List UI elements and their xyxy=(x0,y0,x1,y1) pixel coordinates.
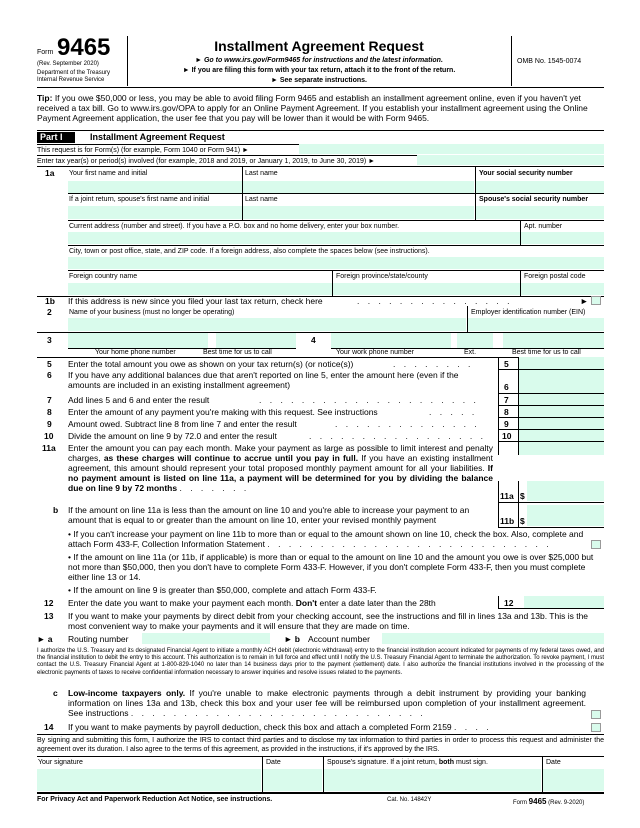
spouse-ssn-input[interactable] xyxy=(476,206,604,219)
work-phone-label: Your work phone number xyxy=(336,349,414,356)
business-name-label: Name of your business (must no longer be operating) xyxy=(69,309,235,316)
spouse-last-name-label: Last name xyxy=(245,196,278,203)
line-10-box: 10 xyxy=(502,431,512,441)
line-6-box: 6 xyxy=(504,382,509,392)
bullet-2: If the amount on line 11a (or 11b, if applicable) is more than or equal to the amount on line 10 and the amount you owe is over $25,000 but not more than $50,000, then you don't have to complete Form 433-F. However, if you don't complete Form 433-F, then you must complete either line 13 or 14. xyxy=(68,552,594,582)
foreign-province-input[interactable] xyxy=(333,283,520,295)
line-1b-text: If this address is new since you filed your last tax return, check here xyxy=(68,296,323,306)
line-5-text: Enter the total amount you owe as shown on your tax return(s) (or notice(s)) xyxy=(68,359,354,369)
tax-years-input[interactable] xyxy=(417,155,604,165)
line-14-text: If you want to make payments by payroll deduction, check this box and attach a completed Form 2159 xyxy=(68,722,452,732)
line-1a-num: 1a xyxy=(45,168,55,178)
line-9-text: Amount owed. Subtract line 8 from line 7 and enter the result xyxy=(68,419,297,429)
account-label: Account number xyxy=(308,634,370,644)
work-ext-input[interactable] xyxy=(457,333,493,348)
ein-label: Employer identification number (EIN) xyxy=(471,309,586,316)
attach-line: If you are filing this form with your tax return, attach it to the front of the return. xyxy=(191,67,456,74)
line-6-input[interactable] xyxy=(519,380,604,393)
date-field[interactable] xyxy=(263,769,322,791)
city-label: City, town or post office, state, and ZIP code. If a foreign address, also complete the spaces below (see instructions). xyxy=(69,248,430,255)
spouse-signature-label: Spouse's signature. If a joint return, xyxy=(327,759,437,766)
line-12-input[interactable] xyxy=(524,596,604,608)
low-income-checkbox[interactable] xyxy=(591,710,601,719)
form-label: Form xyxy=(37,49,54,56)
line-c-text: If you're unable to make electronic payments through a debit instrument by providing your banking information on lines 13a and 13b, check this box and your user fee will be reimbursed upon completion of your installment agreement. See instructions xyxy=(68,688,586,718)
home-phone-label: Your home phone number xyxy=(95,349,176,356)
footer-form-number: 9465 xyxy=(528,797,547,806)
line-11a-box: 11a xyxy=(500,491,514,501)
account-input[interactable] xyxy=(382,633,604,644)
omb-number: OMB No. 1545-0074 xyxy=(517,58,582,65)
line-4-num: 4 xyxy=(311,335,316,345)
line-12-bold: Don't xyxy=(295,598,318,608)
line-7-text: Add lines 5 and 6 and enter the result xyxy=(68,395,210,405)
line-7-box: 7 xyxy=(504,395,509,405)
work-best-time-input[interactable] xyxy=(503,333,604,348)
line-13-text: If you want to make your payments by direct debit from your checking account, see the instructions and fill in lines 13a and 13b. This is the most convenient way to make your payments and it will ensure that they are made on time. xyxy=(68,611,589,631)
date-label: Date xyxy=(266,759,281,766)
line-1b-num: 1b xyxy=(45,296,55,306)
request-label: This request is for Form(s) (for example, Form 1040 or Form 941) xyxy=(37,147,241,154)
address-label: Current address (number and street). If you have a P.O. box and no home delivery, enter your box number. xyxy=(69,223,400,230)
line-10-input[interactable] xyxy=(519,430,604,440)
line-6-num: 6 xyxy=(47,370,52,380)
line-11a-dollar: $ xyxy=(520,491,525,501)
foreign-country-input[interactable] xyxy=(68,283,332,295)
line-11a-text2: If you have an existing installment agreement, this amount should represent your total proposed monthly payment amount for all your liabilities. xyxy=(68,453,493,473)
tip-text: If you owe $50,000 or less, you may be able to avoid filing Form 9465 and establish an installment agreement online, even if you haven't yet received a tax bill. Go to www.irs.gov/OPA to apply for an Online Payment Agreement. If you establish your installment agreement using the Online Payment Agreement application, the user fee that you pay will be lower than it would be with Form 9465. xyxy=(37,93,588,123)
first-name-input[interactable] xyxy=(68,181,242,193)
work-phone-input[interactable] xyxy=(331,333,451,348)
footer-rev: (Rev. 9-2020) xyxy=(548,800,585,806)
spouse-ssn-label: Spouse's social security number xyxy=(479,196,589,203)
line-11b-dollar: $ xyxy=(520,516,525,526)
line-8-input[interactable] xyxy=(519,406,604,416)
foreign-country-label: Foreign country name xyxy=(69,273,138,280)
line-9-box: 9 xyxy=(504,419,509,429)
department: Department of the Treasury xyxy=(37,70,111,76)
ssn-label: Your social security number xyxy=(479,170,573,177)
line-5-box: 5 xyxy=(504,359,509,369)
line-2-num: 2 xyxy=(47,307,52,317)
your-signature-field[interactable] xyxy=(37,769,261,791)
instructions-line: Go to www.irs.gov/Form9465 for instructions and the latest information. xyxy=(203,57,443,64)
line-12-num: 12 xyxy=(44,598,54,608)
ach-authorization: I authorize the U.S. Treasury and its designated Financial Agent to initiate a monthly ACH debit (electronic withdrawal) entry to the financial institution account indicated for payments of my federal taxes owed, and the financial institution to debit the entry to this account. This authorization is to remain in full force and effect until I notify the U.S. Treasury Financial Agent to terminate the authorization. To revoke payment, I must contact the U.S. Treasury Financial Agent at 1-800-829-1040 no later than 14 business days prior to the payment (settlement) date. I also authorize the financial institutions involved in the processing of the electronic payments of taxes to receive confidential information necessary to answer inquiries and resolve issues related to the payments. xyxy=(37,648,604,676)
ssn-input[interactable] xyxy=(476,181,604,193)
footer-form-label: Form xyxy=(513,800,527,806)
line-6-text: If you have any additional balances due that aren't reported on line 5, enter the amount here (even if the amounts are included in an existing installment agreement) xyxy=(68,370,459,390)
spouse-last-name-input[interactable] xyxy=(243,206,474,219)
line-11a-bold1: as these charges will continue to accrue until you pay in full. xyxy=(103,453,359,463)
line-12-text: Enter the date you want to make your payment each month. xyxy=(68,598,294,608)
spouse-must-sign: must sign. xyxy=(455,759,488,766)
line-8-num: 8 xyxy=(47,407,52,417)
tip-label: Tip: xyxy=(37,93,53,103)
part-label: Part I xyxy=(37,132,75,143)
line-5-num: 5 xyxy=(47,359,52,369)
address-input[interactable] xyxy=(68,232,520,244)
home-phone-input[interactable] xyxy=(68,333,208,348)
line-13b-label: b xyxy=(294,634,300,644)
cat-number: Cat. No. 14842Y xyxy=(387,797,432,803)
signing-statement: By signing and submitting this form, I authorize the IRS to contact third parties and to disclose my tax information to third parties in order to process this request and administer the agreement over its duration. I also agree to the terms of this agreement, as provided in the instructions, if it's approved by the IRS. xyxy=(37,737,604,753)
tax-years-label: Enter tax year(s) or period(s) involved (for example, 2018 and 2019, or January 1, 2019, to June 30, 2019) xyxy=(37,158,367,165)
line-11a-num: 11a xyxy=(42,443,56,453)
form-433f-checkbox[interactable] xyxy=(591,540,601,549)
city-input[interactable] xyxy=(68,257,604,269)
spouse-first-name-label: If a joint return, spouse's first name and initial xyxy=(69,196,210,203)
routing-label: Routing number xyxy=(68,634,129,644)
see-instructions: See separate instructions. xyxy=(279,77,368,84)
last-name-input[interactable] xyxy=(243,181,474,193)
home-best-time-label: Best time for us to call xyxy=(203,349,272,356)
line-13-num: 13 xyxy=(44,611,54,621)
line-9-num: 9 xyxy=(47,419,52,429)
line-c-num: c xyxy=(53,688,58,698)
line-11b-input[interactable] xyxy=(527,505,604,526)
spouse-both: both xyxy=(438,759,455,766)
business-name-input[interactable] xyxy=(68,318,466,331)
line-11a-text1: Enter the amount you can pay each month. Make your payment as large as possible to limit interest and penalty charges, xyxy=(68,443,493,463)
work-best-time-label: Best time for us to call xyxy=(512,349,581,356)
apt-input[interactable] xyxy=(521,232,604,244)
revision: (Rev. September 2020) xyxy=(37,61,99,67)
line-8-text: Enter the amount of any payment you're making with this request. See instructions xyxy=(68,407,378,417)
routing-input[interactable] xyxy=(142,633,270,644)
line-12-box: 12 xyxy=(504,598,514,608)
spouse-first-name-input[interactable] xyxy=(68,206,242,219)
your-signature-label: Your signature xyxy=(38,759,83,766)
first-name-label: Your first name and initial xyxy=(69,170,148,177)
line-9-input[interactable] xyxy=(519,418,604,428)
form-title: Installment Agreement Request xyxy=(214,38,424,54)
ein-input[interactable] xyxy=(468,318,604,331)
line-11b-text: If the amount on line 11a is less than the amount on line 10 and you're able to increase your payment to an amount that is equal to or greater than the amount on line 10, enter your revised monthly payment xyxy=(68,505,470,525)
line-12-text2: enter a date later than the 28th xyxy=(319,598,436,608)
foreign-postal-input[interactable] xyxy=(521,283,604,295)
line-10-text: Divide the amount on line 9 by 72.0 and enter the result xyxy=(68,431,277,441)
last-name-label: Last name xyxy=(245,170,278,177)
spouse-signature-field[interactable] xyxy=(324,769,541,791)
line-14-num: 14 xyxy=(44,722,54,732)
bullet-1: If you can't increase your payment on line 11b to more than or equal to the amount shown on line 10, check the box. Also, complete and attach Form 433-F, Collection Information Statement xyxy=(68,529,584,549)
line-11a-bold2: If no payment amount is listed on line 11a, a payment will be determined for you by dividing the balance due on line 9 by 72 months xyxy=(68,463,493,493)
irs: Internal Revenue Service xyxy=(37,77,105,83)
line-5-input[interactable] xyxy=(519,358,604,368)
form-9465: Form 9465 (Rev. September 2020) Department of the Treasury Internal Revenue Service Installment Agreement Request ► Go to www.irs.gov/Form9465 for instructions and the latest information. ► If you are filing this form with your tax return, attach it to the front of the return. ► See separate instructions. OMB No. 1545-0074 Tip: If you owe $50,000 or less, you may be able to avoid filing Form 9465 and establish an installment agreement online, even if you haven't yet received a tax bill. Go to www.irs.gov/OPA to apply for an Online Payment Agreement. If you establish your installment agreement using the Online Payment Agreement application, the user fee that you pay will be lower than it would be with Form 9465. Part I Installment Agreement Request This request is for Form(s) (for example, Form 1040 or Form 941) ► Enter tax year(s) or period(s) involved (for example, 2018 and 2019, or January 1, 2019, to June 30, 2019) ► 1a Your first name and initial Last name Your social security number If a joint return, spouse's first name and initial Last name Spouse's social security number Current address (number and street). If you have a P.O. box and no home delivery, enter your box number. Apt. number City, town or post office, state, and ZIP code. If a foreign address, also complete the spaces below (see instructions). Foreign country name Foreign province/state/county Foreign postal code 1b If this address is new since you filed your last tax return, check here . . . . . . . . . . . . . . . ► 2 Name of your business (must no longer be operating) Employer identification number (EIN) 3 4 Your home phone number Best time for us to call Your work phone number Ext. Best time for us to call 5 Enter the total amount you owe as shown on your tax return(s) (or notice(s)) . . . . . . . . 5 6 If you have any additional balances due that aren't reported on line 5, enter the amount here (even if the amounts are included in an existing installment agreement) 6 7 Add lines 5 and 6 and enter the result . . . . . . . . . . . . . . . . . . . . . 7 8 Enter the amount of any payment you're making with this request. See instructions . . . . . 8 9 Amount owed. Subtract line 8 from line 7 and enter the result . . . . . . . . . . . . . . 9 10 Divide the amount on line 9 by 72.0 and enter the result . . . . . . . . . . . . . . . . . 10 11a Enter the amount you can pay each month. Make your payment as large as possible to limit interest and penalty charges, as these charges will continue to accrue until you pay in full. If you have an existing installment agreement, this amount should represent your total proposed monthly payment amount for all your liabilities. If no payment amount is listed on line 11a, a payment will be determined for you by dividing the balance due on line 9 by 72 months . . . . . . . 11a $ b If the amount on line 11a is less than the amount on line 10 and you're able to increase your payment to an amount that is equal to or greater than the amount on line 10, enter your revised monthly payment 11b $ • If you can't increase your payment on line 11b to more than or equal to the amount shown on line 10, check the box. Also, complete and attach Form 433-F, Collection Information Statement . . . . . . . . . . . . . . . . . . . . . . . . . . . • If the amount on line 11a (or 11b, if applicable) is more than or equal to the amount on line 10 and the amount you owe is over $25,000 but not more than $50,000, then you don't have to complete Form 433-F. However, if you don't complete Form 433-F, then you must complete either line 13 or 14. • If the amount on line 9 is greater than $50,000, complete and attach Form 433-F. 12 Enter the date you want to make your payment each month. Don't enter a date later than the 28th 12 13 If you want to make your payments by direct debit from your checking account, see the instructions and fill in lines 13a and 13b. This is the most convenient way to make your payments and it will ensure that they are made on time. ► a Routing number ► b Account number I authorize the U.S. Treasury and its designated Financial Agent to initiate a monthly ACH debit (electronic withdrawal) entry to the financial institution account indicated for payments of my federal taxes owed, and the financial institution to debit the entry to this account. This authorization is to remain in full force and effect until I notify the U.S. Treasury Financial Agent to terminate the authorization. To revoke payment, I must contact the U.S. Treasury Financial Agent at 1-800-829-1040 no later than 14 business days prior to the payment (settlement) date. I also authorize the financial institutions involved in the processing of the electronic payments of taxes to receive confidential information necessary to answer inquiries and resolve issues related to the payments. c Low-income taxpayers only. If you're unable to make electronic payments through a debit instrument by providing your banking information on lines 13a and 13b, check this box and your user fee will be reimbursed upon completion of your installment agreement. See instructions . . . . . . . . . . . . . . . . . . . . . . . . . . . . 14 If you want to make payments by payroll deduction, check this box and attach a completed Form 2159 . . . . By signing and submitting this form, I authorize the IRS to contact third parties and to disclose my tax information to third parties in order to process this request and administer the agreement over its duration. I also agree to the terms of this agreement, as provided in the instructions, if it's approved by the IRS. Your signature Date Spouse's signature. If a joint return, both must sign. Date For Privacy Act and Paperwork Reduction Act Notice, see instructions. Cat. No. 14842Y Form 9465 (Rev. 9-2020) xyxy=(37,34,604,806)
line-13a-label: a xyxy=(47,634,53,644)
line-8-box: 8 xyxy=(504,407,509,417)
date2-label: Date xyxy=(546,759,561,766)
bullet-3: If the amount on line 9 is greater than $50,000, complete and attach Form 433-F. xyxy=(73,585,377,595)
form-numbers-input[interactable] xyxy=(299,144,604,154)
privacy-notice: For Privacy Act and Paperwork Reduction Act Notice, see instructions. xyxy=(37,796,273,803)
line-7-input[interactable] xyxy=(519,394,604,404)
home-best-time-input[interactable] xyxy=(216,333,296,348)
foreign-postal-label: Foreign postal code xyxy=(524,273,586,280)
line-7-num: 7 xyxy=(47,395,52,405)
date2-field[interactable] xyxy=(543,769,604,791)
line-3-num: 3 xyxy=(47,335,52,345)
foreign-province-label: Foreign province/state/county xyxy=(336,273,428,280)
payroll-deduction-checkbox[interactable] xyxy=(591,723,601,732)
line-11b-num: b xyxy=(53,505,59,515)
line-10-num: 10 xyxy=(44,431,54,441)
ext-label: Ext. xyxy=(464,349,477,356)
new-address-checkbox[interactable] xyxy=(591,296,601,305)
form-number: 9465 xyxy=(57,34,111,61)
line-11b-box: 11b xyxy=(500,516,515,526)
apt-label: Apt. number xyxy=(524,223,563,230)
line-11a-input[interactable] xyxy=(527,481,604,501)
line-c-bold: Low-income taxpayers only. xyxy=(68,688,186,698)
part-title: Installment Agreement Request xyxy=(90,132,225,142)
